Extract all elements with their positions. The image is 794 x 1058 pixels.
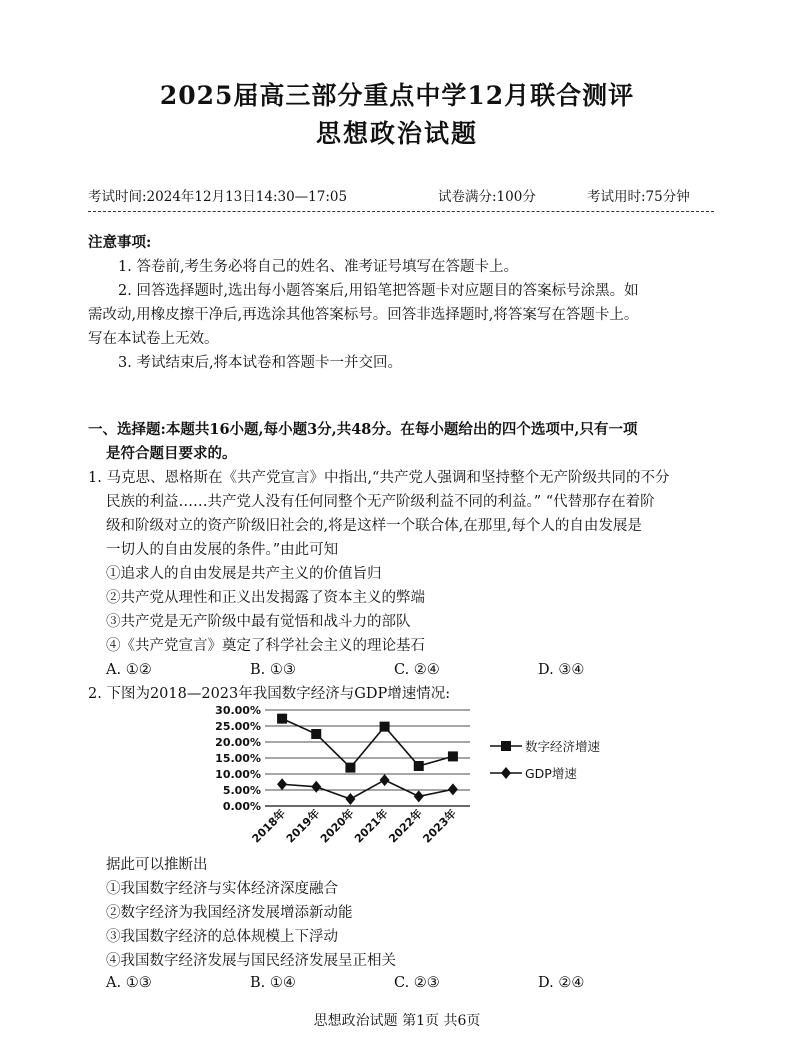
x-tick-label: 2019年 — [283, 806, 323, 846]
q1-stem: 级和阶级对立的资产阶级旧社会的,将是这样一个联合体,在那里,每个人的自由发展是 — [106, 518, 642, 534]
q2-statement: ③我国数字经济的总体规模上下浮动 — [106, 929, 338, 945]
header-divider — [88, 211, 714, 212]
section-heading: 是符合题目要求的。 — [106, 445, 237, 462]
q1-statement: ②共产党从理性和正义出发揭露了资本主义的弊端 — [106, 590, 425, 606]
q2-statement: ①我国数字经济与实体经济深度融合 — [106, 881, 338, 897]
q2-option-a[interactable]: A. ①③ — [106, 975, 152, 991]
data-point-diamond — [277, 778, 287, 790]
q1-statement: ④《共产党宣言》奠定了科学社会主义的理论基石 — [106, 638, 425, 654]
full-score: 试卷满分:100分 — [438, 189, 536, 205]
q1-stem: 一切人的自由发展的条件。”由此可知 — [106, 542, 339, 558]
notes-line: 写在本试卷上无效。 — [88, 331, 219, 347]
x-tick-label: 2018年 — [249, 806, 289, 846]
q2-inference: 据此可以推断出 — [106, 857, 208, 873]
data-point-square — [345, 763, 355, 773]
legend-label: GDP增速 — [525, 766, 577, 781]
series-line — [282, 780, 453, 799]
y-tick-label: 25.00% — [215, 720, 261, 733]
x-tick-label: 2021年 — [352, 806, 391, 846]
y-tick-label: 30.00% — [215, 704, 261, 717]
y-tick-label: 20.00% — [215, 736, 261, 749]
data-point-square — [311, 729, 321, 739]
data-point-diamond — [414, 790, 424, 802]
q2-option-b[interactable]: B. ①④ — [250, 975, 296, 991]
q1-option-d[interactable]: D. ③④ — [538, 662, 585, 678]
y-tick-label: 0.00% — [222, 800, 261, 813]
x-tick-label: 2022年 — [386, 806, 425, 846]
q1-statement: ①追求人的自由发展是共产主义的价值旨归 — [106, 566, 382, 582]
q1-option-a[interactable]: A. ①② — [106, 662, 152, 678]
q1-option-b[interactable]: B. ①③ — [250, 662, 296, 678]
exam-time: 考试时间:2024年12月13日14:30—17:05 — [88, 189, 348, 205]
notes-line: 3. 考试结束后,将本试卷和答题卡一并交回。 — [118, 355, 403, 371]
data-point-diamond — [380, 774, 390, 786]
notes-line: 需改动,用橡皮擦干净后,再选涂其他答案标号。回答非选择题时,将答案写在答题卡上。 — [88, 307, 639, 323]
exam-duration: 考试用时:75分钟 — [587, 189, 690, 205]
q1-statement: ③共产党是无产阶级中最有觉悟和战斗力的部队 — [106, 614, 411, 630]
data-point-square — [414, 761, 424, 771]
data-point-square — [277, 714, 287, 724]
q1-stem: 1. 马克思、恩格斯在《共产党宣言》中指出,“共产党人强调和坚持整个无产阶级共同的不分 — [88, 470, 670, 486]
legend-marker-diamond — [501, 767, 511, 779]
section-heading: 一、选择题:本题共16小题,每小题3分,共48分。在每小题给出的四个选项中,只有一项 — [88, 421, 638, 438]
data-point-square — [448, 751, 458, 761]
q2-option-d[interactable]: D. ②④ — [538, 975, 585, 991]
exam-subject: 思想政治试题 — [315, 119, 478, 148]
q2-statement: ④我国数字经济发展与国民经济发展呈正相关 — [106, 953, 396, 969]
data-point-diamond — [311, 781, 321, 793]
data-point-square — [380, 722, 390, 732]
y-tick-label: 15.00% — [215, 752, 261, 765]
y-tick-label: 10.00% — [215, 768, 261, 781]
notes-heading: 注意事项: — [88, 234, 152, 251]
exam-title: 2025届高三部分重点中学12月联合测评 — [159, 81, 635, 110]
x-tick-label: 2023年 — [420, 806, 460, 846]
q2-option-c[interactable]: C. ②③ — [394, 975, 440, 991]
q2-stem: 2. 下图为2018—2023年我国数字经济与GDP增速情况: — [88, 686, 451, 702]
legend-marker-square — [501, 741, 511, 751]
y-tick-label: 5.00% — [222, 784, 261, 797]
notes-line: 2. 回答选择题时,选出每小题答案后,用铅笔把答题卡对应题目的答案标号涂黑。如 — [118, 283, 639, 299]
data-point-diamond — [345, 793, 355, 805]
x-tick-label: 2020年 — [317, 806, 357, 846]
legend-label: 数字经济增速 — [525, 739, 601, 754]
q1-stem: 民族的利益……共产党人没有任何同整个无产阶级利益不同的利益。” “代替那存在着阶 — [106, 494, 655, 510]
data-point-diamond — [448, 783, 458, 795]
notes-line: 1. 答卷前,考生务必将自己的姓名、准考证号填写在答题卡上。 — [118, 259, 519, 275]
page-footer: 思想政治试题 第1页 共6页 — [313, 1013, 481, 1029]
q1-option-c[interactable]: C. ②④ — [394, 662, 440, 678]
growth-line-chart — [200, 700, 630, 850]
q2-statement: ②数字经济为我国经济发展增添新动能 — [106, 905, 353, 921]
